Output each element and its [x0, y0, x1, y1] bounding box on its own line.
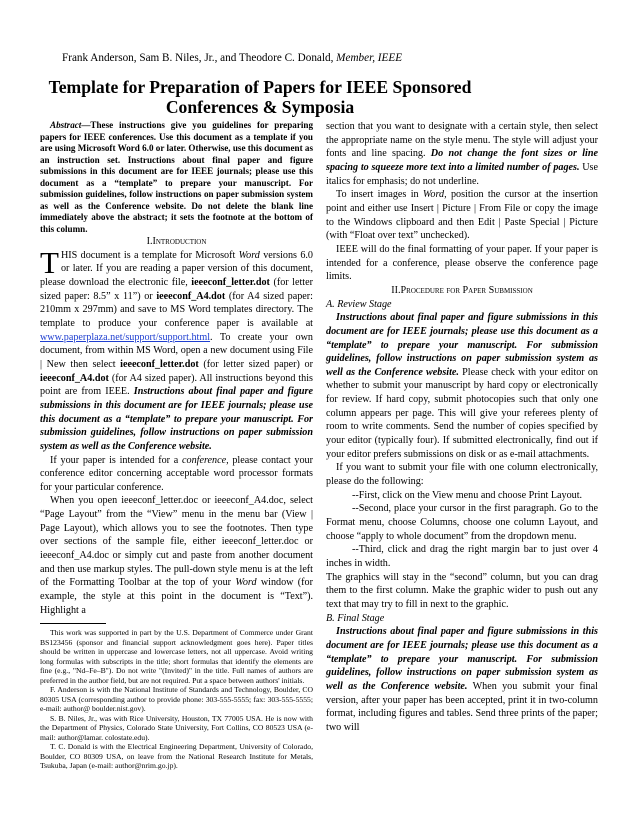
text-run: window (for example, the style at this point in the document is “Text”). Highlight a	[40, 577, 313, 616]
text-run: (for letter sized paper: 8.5” x 11”) or	[40, 276, 313, 302]
emphasis-text: Instructions about final paper and figure submissions in this document are for IEEE journals; please use this document as a “template” to prepare your manuscript. For submission guidelines, follow instructions on paper submission system as well as the Conference website.	[40, 386, 313, 452]
emphasis-text: Instructions about final paper and figure submissions in this document are for IEEE journals; please use this document as a “template” to prepare your manuscript. For submission guidelines, follow instructions on paper submission system as well as the Conference website.	[326, 312, 598, 378]
template-filename: ieeeconf_letter.dot	[191, 276, 270, 288]
footnote-author-2: S. B. Niles, Jr., was with Rice University, Houston, TX 77005 USA. He is now with the Department of Physics, Colorado State University, Fort Collins, CO 80523 USA (e-mail: author@lamar. colostate.edu).	[40, 713, 313, 742]
review-step-2: --Second, place your cursor in the first paragraph. Go to the Format menu, choose Columns, choose one column Layout, and choose “apply to whole document” from the dropdown menu.	[326, 503, 598, 542]
text-run: Word,	[422, 189, 447, 201]
section-title: Introduction	[152, 236, 207, 247]
emphasis-text: Instructions about final paper and figure submissions in this document are for IEEE journals; please use this document as a “template” to prepare your manuscript. For submission guidelines, follow instructions on paper submission system as well as the Conference website.	[326, 626, 598, 692]
text-run: (for A4 sized paper: 210mm x 297mm) and save to MS Word templates directory. The template to produce your conference paper is available at	[40, 290, 313, 329]
emphasis-text: Do not change the font sizes or line spacing to squeeze more text into a limited number of pages.	[326, 148, 598, 173]
text-run: To insert images in	[336, 189, 423, 201]
text-run: position the cursor at the insertion point and either use Insert | Picture | From File or copy the image to the Windows clipboard and then Edit | Paste Special | Picture (with “Float over text” unchecked).	[326, 189, 598, 242]
footnote-author-1: F. Anderson is with the National Institute of Standards and Technology, Boulder, CO 80305 USA (corresponding author to provide phone: 303-555-5555; fax: 303-555-5555; e-mail: author@ boulder.nist.gov).	[40, 685, 313, 714]
drop-cap: T	[40, 244, 59, 280]
section-heading-introduction	[40, 235, 313, 249]
template-filename: ieeeconf_letter.dot	[120, 358, 199, 370]
footnote-rule	[40, 623, 106, 624]
text-run: Word	[238, 249, 260, 261]
template-filename: ieeeconf_A4.dot	[156, 290, 226, 302]
right-paragraph-1	[326, 120, 598, 188]
abstract-label: Abstract	[50, 120, 82, 130]
text-run: Please check with your editor on whether to submit your manuscript by hard copy or electronically for review. If hard copy, submit photocopies such that only one column appears per page. This will give your referees plenty of room to write comments. Send the number of copies specified by your editor (typically four). If submitted electronically, find out if your editor prefers submissions on disk or as e-mail attachments.	[326, 366, 598, 460]
text-run: conference,	[182, 454, 229, 466]
section-number: II.	[391, 284, 401, 296]
right-paragraph-2	[326, 188, 598, 243]
intro-paragraph-2	[40, 454, 313, 495]
text-run: (for A4 sized paper). All instructions beyond this point are from IEEE.	[40, 372, 313, 398]
right-column	[326, 120, 598, 735]
right-paragraph-3: IEEE will do the final formatting of your paper. If your paper is intended for a conference, please observe the conference page limits.	[326, 243, 598, 283]
footnote-author-3: T. C. Donald is with the Electrical Engineering Department, University of Colorado, Boulder, CO 80309 USA, on leave from the National Research Institute for Metals, Tsukuba, Japan (e-mail: author@nrim.go.jp).	[40, 742, 313, 771]
text-run: When you open ieeeconf_letter.doc or ieeeconf_A4.doc, select “Page Layout” from the “View” menu in the menu bar (View | Page Layout), which allows you to see the footnotes. Then type over sections of the sample file, either ieeeconf_letter.doc or ieeeconf_A4.doc or simply cut and paste from another document and then use markup styles. The pull-down style menu is at the left of the Formatting Toolbar at the top of your	[40, 495, 313, 589]
section-heading-procedure	[326, 284, 598, 298]
section-number: I.	[146, 236, 153, 247]
paper-title: Template for Preparation of Papers for IEEE Sponsored Conferences & Symposia	[48, 77, 472, 117]
review-paragraph-1	[326, 311, 598, 461]
review-paragraph-2: If you want to submit your file with one column electronically, please do the following:	[326, 462, 598, 488]
text-run: please contact your conference editor concerning acceptable word processor formats for your particular conference.	[40, 454, 313, 493]
text-run: section that you want to designate with a certain style, then select the appropriate name on the style menu. The style will adjust your fonts and line spacing.	[326, 121, 598, 160]
abstract-text: —These instructions give you guidelines for preparing papers for IEEE conferences. Use this document as a template if you are using Microsoft Word 6.0 or later. Otherwise, use this document as an instruction set. Instructions about final paper and figure submissions in this document are for IEEE journals; please use this document as a “template” to prepare your manuscript. For submission guidelines, follow instructions on paper submission system as well as the Conference website. Do not delete the blank line immediately above the abstract; it sets the footnote at the bottom of this column.	[40, 120, 313, 234]
support-link[interactable]: www.paperplaza.net/support/support.html	[40, 331, 211, 343]
final-paragraph-1	[326, 625, 598, 734]
intro-paragraph-1	[40, 244, 313, 454]
section-title: Procedure for Paper Submission	[400, 284, 533, 296]
authors-names: Frank Anderson, Sam B. Niles, Jr., and Theodore C. Donald,	[62, 52, 337, 64]
text-run: Word	[235, 577, 257, 589]
text-run: When you submit your final version, after your paper has been accepted, print it in two-column format, including figures and tables. Send three prints of the paper; two will	[326, 680, 598, 733]
footnote-funding: This work was supported in part by the U.S. Department of Commerce under Grant BS123456 (sponsor and financial support acknowledgment goes here). Paper titles should be written in uppercase and lowercase letters, not all uppercase. Avoid writing long formulas with subscripts in the title; short formulas that identify the elements are fine (e.g., "Nd–Fe–B"). Do not write "(Invited)" in the title. Full names of authors are preferred in the author field, but are not required. Put a space between authors' initials.	[40, 628, 313, 685]
intro-paragraph-3	[40, 494, 313, 617]
text-run: . To create your own document, from within MS Word, open a new document using File | New then select	[40, 331, 313, 370]
text-run: If your paper is intended for a	[50, 454, 183, 466]
author-line	[62, 52, 402, 64]
text-run: versions 6.0 or later. If you are reading a paper version of this document, please download the electronic file,	[40, 249, 313, 288]
review-paragraph-3: The graphics will stay in the “second” column, but you can drag them to the first column. Make the graphic wider to push out any text that may try to fill in next to the graphic.	[326, 571, 598, 610]
review-step-1: --First, click on the View menu and choose Print Layout.	[352, 489, 583, 501]
subsection-heading-review: A. Review Stage	[326, 298, 392, 310]
left-column	[40, 120, 313, 771]
subsection-heading-final: B. Final Stage	[326, 612, 385, 624]
text-run: HIS document is a template for Microsoft	[60, 249, 239, 261]
text-run: Use italics for emphasis; do not underline.	[326, 161, 598, 187]
template-filename: ieeeconf_A4.dot	[40, 372, 109, 384]
review-step-3: --Third, click and drag the right margin bar to just over 4 inches in width.	[326, 544, 598, 569]
text-run: (for letter sized paper) or	[198, 358, 313, 370]
author-membership: Member, IEEE	[336, 52, 403, 64]
abstract	[40, 120, 313, 235]
